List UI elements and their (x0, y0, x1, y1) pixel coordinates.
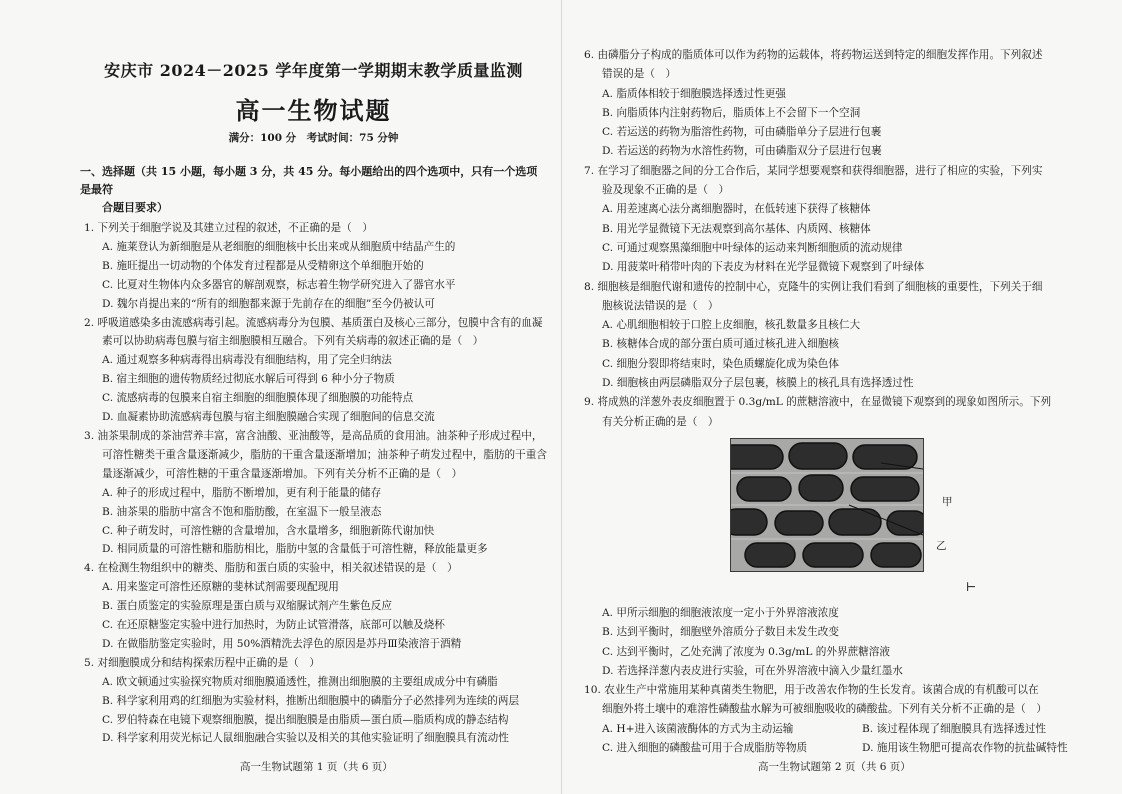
question-text: 5. 对细胞膜成分和结构探索历程中正确的是（ ） (84, 656, 320, 669)
page-2-questions-bottom (584, 604, 1104, 720)
micrograph-figure (584, 438, 1104, 600)
answer-option: D. 魏尔肖提出来的“所有的细胞都来源于先前存在的细胞”至今仍被认可 (102, 297, 435, 310)
figure-label-yi: 乙 (936, 539, 947, 552)
answer-option: B. 核糖体合成的部分蛋白质可通过核孔进入细胞核 (602, 338, 839, 351)
answer-option: C. 比夏对生物体内众多器官的解剖观察，标志着生物学研究进入了器官水平 (102, 278, 456, 291)
answer-option: C. 可通过观察黑藻细胞中叶绿体的运动来判断细胞质的流动规律 (602, 241, 903, 254)
question-text: 4. 在检测生物组织中的糖类、脂肪和蛋白质的实验中，相关叙述错误的是（ ） (84, 562, 458, 575)
answer-option: B. 达到平衡时，细胞壁外溶质分子数目未发生改变 (602, 626, 839, 639)
answer-option: A. 心肌细胞相较于口腔上皮细胞，核孔数量多且核仁大 (602, 319, 861, 332)
question-text: 10. 农业生产中常施用某种真菌类生物肥，用于改善农作物的生长发育。该菌合成的有机酸可以在 (584, 684, 1039, 697)
question-text: 1. 下列关于细胞学说及其建立过程的叙述，不正确的是（ ） (84, 222, 373, 234)
answer-option: A. 施莱登认为新细胞是从老细胞的细胞核中长出来或从细胞质中结晶产生的 (102, 240, 456, 253)
answer-option: C. 进入细胞的磷酸盐可用于合成脂肪等物质 (602, 742, 808, 755)
answer-option: A. 通过观察多种病毒得出病毒没有细胞结构，用了完全归纳法 (102, 354, 392, 367)
exam-title: 安庆市 2024－2025 学年度第一学期期末教学质量监测 (104, 61, 523, 80)
page-2 (562, 0, 1122, 794)
question-text: 有关分析正确的是（ ） (602, 415, 719, 428)
answer-option: A. 欧文顿通过实验探究物质对细胞膜通透性，推测出细胞膜的主要组成成分中有磷脂 (102, 675, 498, 688)
onion-cell-micrograph (730, 438, 924, 572)
answer-option: C. 达到平衡时，乙处充满了浓度为 0.3g/mL 的外界蔗糖溶液 (602, 645, 890, 658)
answer-option: D. 若运送的药物为水溶性药物，可由磷脂双分子层进行包裹 (602, 145, 882, 158)
page-1-footer: 高一生物试题第 1 页（共 6 页） (240, 761, 393, 773)
question-text: 胞核说法错误的是（ ） (602, 299, 719, 312)
question-text: 量逐渐减少，可溶性糖的干重含量逐渐增加。下列有关分析不正确的是（ ） (102, 467, 463, 480)
answer-option: A. 甲所示细胞的细胞液浓度一定小于外界溶液浓度 (602, 606, 839, 619)
section-heading-continued: 合题目要求） (102, 201, 168, 214)
answer-option: C. 细胞分裂即将结束时，染色质螺旋化成为染色体 (602, 357, 839, 370)
exam-meta: 满分：100 分 考试时间：75 分钟 (228, 132, 399, 144)
q10-options (584, 720, 1104, 759)
question-text: 8. 细胞核是细胞代谢和遗传的控制中心，克隆牛的实例让我们看到了细胞核的重要性，下列关于细 (584, 280, 1043, 293)
answer-option: A. 用来鉴定可溶性还原糖的斐林试剂需要现配现用 (102, 581, 339, 594)
answer-option: A. 种子的形成过程中，脂肪不断增加，更有利于能量的储存 (102, 486, 382, 499)
answer-option: C. 若运送的药物为脂溶性药物，可由磷脂单分子层进行包裹 (602, 126, 882, 139)
answer-option: D. 相同质量的可溶性糖和脂肪相比，脂肪中氢的含量低于可溶性糖，释放能量更多 (102, 543, 488, 556)
answer-option: B. 施旺提出一切动物的个体发育过程都是从受精卵这个单细胞开始的 (102, 259, 424, 272)
page-2-footer: 高一生物试题第 2 页（共 6 页） (758, 761, 911, 773)
answer-option: D. 血凝素协助流感病毒包膜与宿主细胞膜融合实现了细胞间的信息交流 (102, 411, 435, 424)
section-heading-text: 一、选择题（共 15 小题，每小题 3 分，共 45 分。每小题给出的四个选项中，只有一个选项是最符 (80, 165, 538, 196)
answer-option: D. 细胞核由两层磷脂双分子层包裹，核膜上的核孔具有选择透过性 (602, 377, 914, 390)
answer-option: B. 该过程体现了细胞膜具有选择透过性 (862, 722, 1047, 735)
question-text: 2. 呼吸道感染多由流感病毒引起。流感病毒分为包膜、基质蛋白及核心三部分，包膜中含有的血凝 (84, 316, 543, 329)
question-text: 3. 油茶果制成的茶油营养丰富，富含油酸、亚油酸等，是高品质的食用油。油茶种子形成过程中， (84, 429, 543, 442)
answer-option: A. 脂质体相较于细胞膜选择透过性更强 (602, 87, 786, 100)
answer-option: C. 流感病毒的包膜来自宿主细胞的细胞膜体现了细胞膜的功能特点 (102, 392, 414, 405)
answer-option: B. 用光学显微镜下无法观察到高尔基体、内质网、核糖体 (602, 222, 871, 235)
question-text: 6. 由磷脂分子构成的脂质体可以作为药物的运载体，将药物运送到特定的细胞发挥作用。下列叙述 (584, 49, 1043, 61)
answer-option: D. 施用该生物肥可提高农作物的抗盐碱特性 (862, 742, 1068, 755)
answer-option: D. 在做脂肪鉴定实验时，用 50%酒精洗去浮色的原因是苏丹Ⅲ染液溶于酒精 (102, 637, 462, 650)
answer-option: A. 用差速离心法分离细胞器时，在低转速下获得了核糖体 (602, 203, 871, 216)
answer-option: D. 科学家利用荧光标记人鼠细胞融合实验以及相关的其他实验证明了细胞膜具有流动性 (102, 732, 509, 745)
answer-option: A. H+进入该菌液酶体的方式为主动运输 (602, 722, 794, 735)
answer-option: C. 种子萌发时，可溶性糖的含量增加，含水量增多，细胞新陈代谢加快 (102, 524, 435, 537)
page-2-questions-top (584, 46, 1104, 432)
question-text: 可溶性糖类干重含量逐渐减少，脂肪的干重含量逐渐增加；油茶种子萌发过程中，脂肪的干重含 (102, 448, 547, 461)
option-row (584, 720, 1104, 739)
question-text: 错误的是（ ） (602, 68, 677, 81)
answer-option: B. 向脂质体内注射药物后，脂质体上不会留下一个空洞 (602, 106, 861, 119)
figure-label-jia: 甲 (942, 495, 953, 508)
question-text: 验及现象不正确的是（ ） (602, 184, 730, 197)
answer-option: D. 若选择洋葱内表皮进行实验，可在外界溶液中滴入少量红墨水 (602, 664, 903, 677)
answer-option: B. 蛋白质鉴定的实验原理是蛋白质与双缩脲试剂产生紫色反应 (102, 600, 392, 613)
question-text: 7. 在学习了细胞器之间的分工合作后，某同学想要观察和获得细胞器，进行了相应的实验，下列实 (584, 164, 1043, 177)
subject-title: 高一生物试题 (235, 96, 392, 125)
figure-edge-mark: ⊢ (966, 579, 977, 594)
option-row (584, 739, 1104, 758)
answer-option: C. 在还原糖鉴定实验中进行加热时，为防止试管滑落，底部可以触及烧杯 (102, 619, 445, 632)
answer-option: B. 科学家利用鸡的红细胞为实验材料，推断出细胞膜中的磷脂分子必然排列为连续的两层 (102, 694, 520, 707)
answer-option: B. 宿主细胞的遗传物质经过彻底水解后可得到 6 种小分子物质 (102, 373, 395, 386)
answer-option: B. 油茶果的脂肪中富含不饱和脂肪酸，在室温下一般呈液态 (102, 505, 382, 518)
question-text: 素可以协助病毒包膜与宿主细胞膜相互融合。下列有关病毒的叙述正确的是（ ） (102, 335, 484, 348)
section-heading (80, 163, 547, 217)
answer-option: D. 用菠菜叶稍带叶肉的下表皮为材料在光学显微镜下观察到了叶绿体 (602, 261, 925, 274)
page-1-questions (80, 219, 547, 748)
question-text: 9. 将成熟的洋葱外表皮细胞置于 0.3g/mL 的蔗糖溶液中，在显微镜下观察到的现象如图所示。下列 (584, 396, 1052, 409)
answer-option: C. 罗伯特森在电镜下观察细胞膜，提出细胞膜是由脂质—蛋白质—脂质构成的静态结构 (102, 713, 509, 726)
question-text: 细胞外将土壤中的难溶性磷酸盐水解为可被细胞吸收的磷酸盐。下列有关分析不正确的是（ ） (602, 703, 1047, 716)
